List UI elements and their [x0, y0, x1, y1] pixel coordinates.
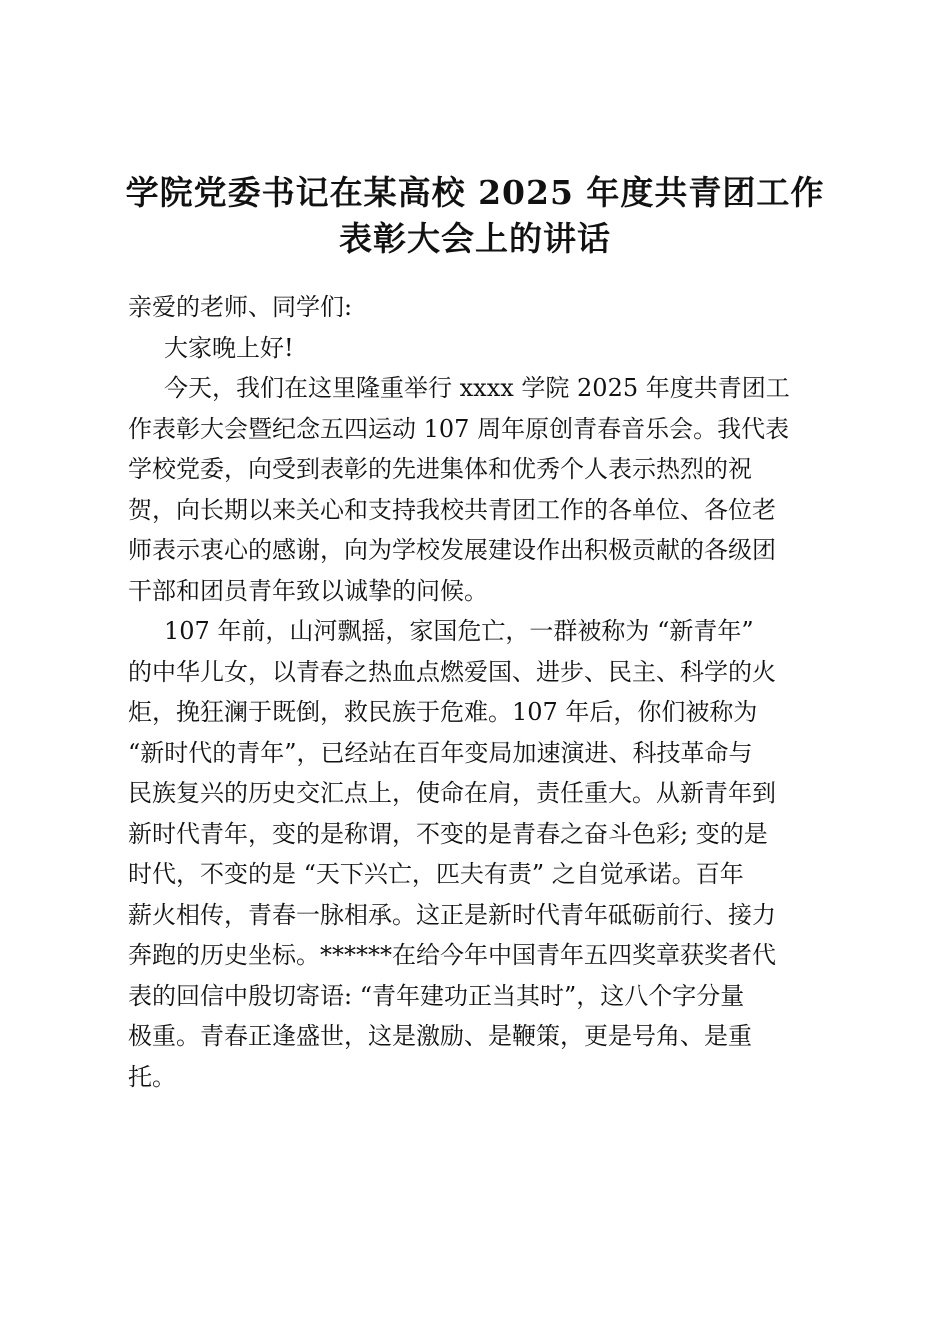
title-line: 表彰大会上的讲话 — [339, 219, 611, 258]
paragraph-line: 学校党委，向受到表彰的先进集体和优秀个人表示热烈的祝 — [128, 455, 752, 483]
paragraph-line: 表的回信中殷切寄语: “青年建功正当其时”，这八个字分量 — [128, 981, 745, 1010]
salutation: 亲爱的老师、同学们: — [128, 293, 353, 321]
paragraph-line: 炬，挽狂澜于既倒，救民族于危难。107 年后，你们被称为 — [128, 698, 758, 726]
paragraph-line: 民族复兴的历史交汇点上，使命在肩，责任重大。从新青年到 — [128, 779, 776, 807]
paragraph-line: 奔跑的历史坐标。******在给今年中国青年五四奖章获奖者代 — [128, 941, 776, 969]
document-body — [128, 287, 826, 1097]
paragraph-line: 托。 — [128, 1062, 176, 1091]
paragraph-2 — [128, 611, 826, 1097]
paragraph-line: 贺，向长期以来关心和支持我校共青团工作的各单位、各位老 — [128, 495, 776, 524]
title-line: 学院党委书记在某高校 2025 年度共青团工作 — [125, 173, 825, 212]
paragraph-line: 作表彰大会暨纪念五四运动 107 周年原创青春音乐会。我代表 — [128, 414, 790, 443]
paragraph-line: 107 年前，山河飘摇，家国危亡，一群被称为 “新青年” — [164, 617, 754, 645]
paragraph-line: “新时代的青年”，已经站在百年变局加速演进、科技革命与 — [128, 738, 753, 767]
paragraph-line: 时代，不变的是 “天下兴亡，匹夫有责” 之自觉承诺。百年 — [128, 860, 744, 888]
paragraph-line: 干部和团员青年致以诚挚的问候。 — [128, 576, 488, 605]
paragraph-line: 今天，我们在这里隆重举行 xxxx 学院 2025 年度共青团工 — [164, 374, 790, 402]
paragraph-line: 师表示衷心的感谢，向为学校发展建设作出积极贡献的各级团 — [128, 536, 776, 564]
paragraph-line: 的中华儿女，以青春之热血点燃爱国、进步、民主、科学的火 — [128, 657, 776, 686]
paragraph-1 — [128, 368, 826, 611]
paragraph-line: 新时代青年，变的是称谓，不变的是青春之奋斗色彩; 变的是 — [128, 819, 768, 848]
document-title — [110, 170, 840, 262]
paragraph-line: 极重。青春正逢盛世，这是激励、是鞭策，更是号角、是重 — [128, 1022, 752, 1050]
greeting: 大家晚上好! — [164, 333, 294, 362]
paragraph-line: 薪火相传，青春一脉相承。这正是新时代青年砥砺前行、接力 — [128, 900, 776, 929]
